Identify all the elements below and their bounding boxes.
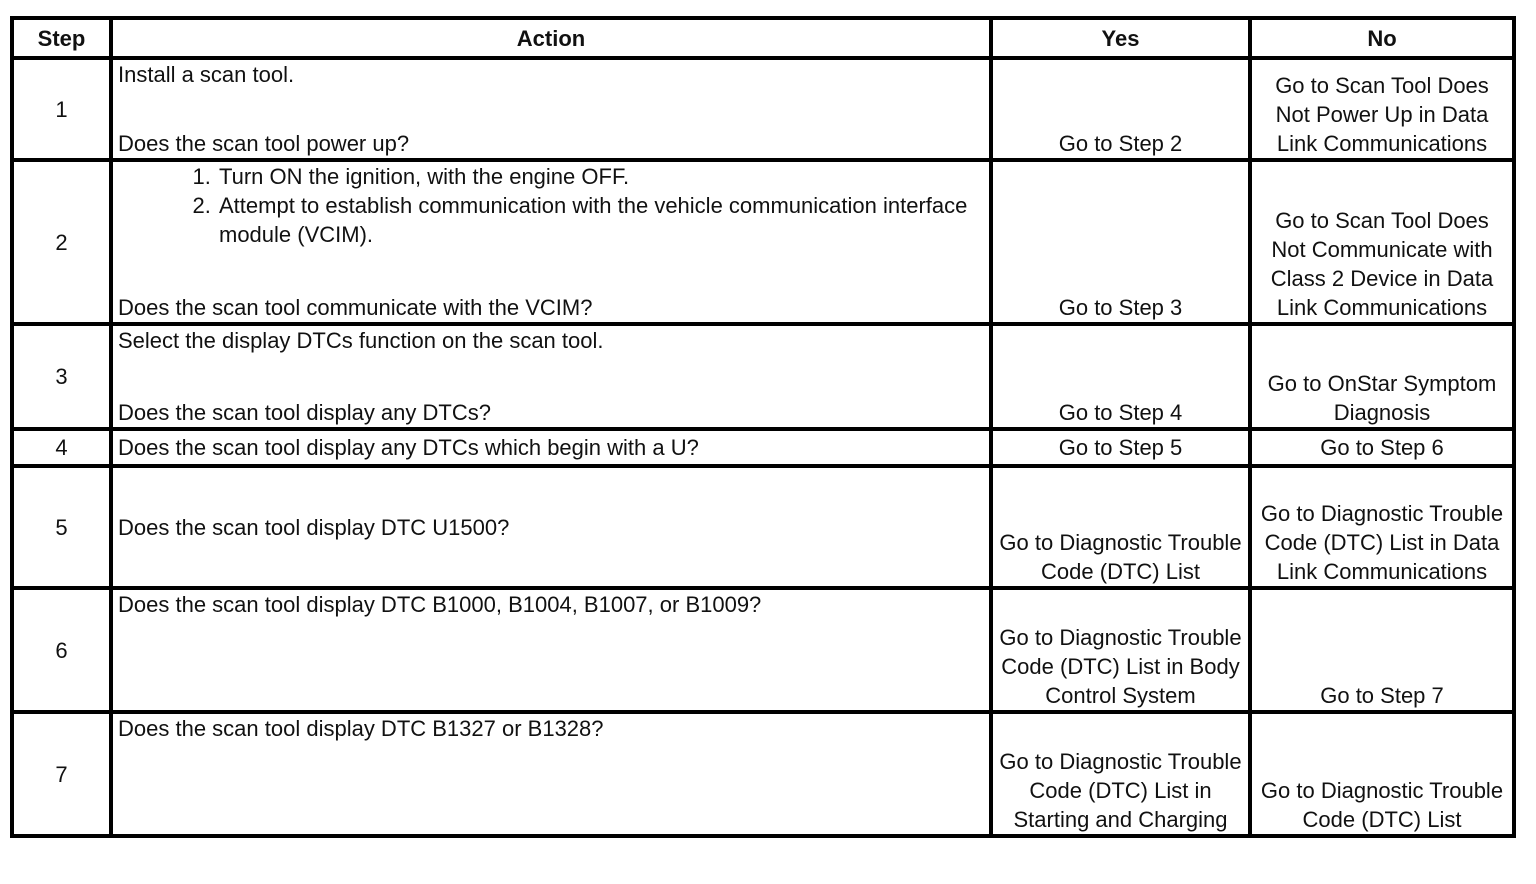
- action-question: Does the scan tool display DTC B1000, B1004, B1007, or B1009?: [111, 588, 991, 712]
- action-cell: [111, 160, 991, 324]
- action-question: Does the scan tool power up?: [118, 131, 410, 156]
- table-row: [12, 160, 1514, 324]
- action-question: Does the scan tool display any DTCs which begin with a U?: [111, 429, 991, 466]
- table-row: [12, 712, 1514, 836]
- header-step: Step: [12, 18, 111, 58]
- step-number: 5: [12, 466, 111, 588]
- table-row: [12, 58, 1514, 160]
- yes-cell: Go to Diagnostic Trouble Code (DTC) List in Starting and Charging: [991, 712, 1250, 836]
- table-row: [12, 588, 1514, 712]
- no-cell: Go to Scan Tool Does Not Communicate with Class 2 Device in Data Link Communications: [1250, 160, 1514, 324]
- step-number: 6: [12, 588, 111, 712]
- step-number: 7: [12, 712, 111, 836]
- yes-cell: Go to Step 5: [991, 429, 1250, 466]
- action-question: Does the scan tool display DTC U1500?: [111, 466, 991, 588]
- action-cell: [111, 324, 991, 429]
- step-number: 2: [12, 160, 111, 324]
- yes-cell: Go to Step 4: [991, 324, 1250, 429]
- header-action: Action: [111, 18, 991, 58]
- yes-cell: Go to Step 2: [991, 58, 1250, 160]
- action-question: Does the scan tool communicate with the VCIM?: [118, 295, 593, 320]
- no-cell: Go to OnStar Symptom Diagnosis: [1250, 324, 1514, 429]
- action-question: Does the scan tool display DTC B1327 or B1328?: [111, 712, 991, 836]
- no-cell: Go to Diagnostic Trouble Code (DTC) List in Data Link Communications: [1250, 466, 1514, 588]
- substep-item: 2. Attempt to establish communication with the vehicle communication interface module (VCIM).: [217, 191, 984, 249]
- header-row: [12, 18, 1514, 58]
- action-question: Does the scan tool display any DTCs?: [118, 400, 491, 425]
- yes-cell: Go to Diagnostic Trouble Code (DTC) List: [991, 466, 1250, 588]
- no-cell: Go to Step 7: [1250, 588, 1514, 712]
- table-row: [12, 466, 1514, 588]
- no-cell: Go to Scan Tool Does Not Power Up in Data Link Communications: [1250, 58, 1514, 160]
- yes-cell: Go to Diagnostic Trouble Code (DTC) List in Body Control System: [991, 588, 1250, 712]
- header-no: No: [1250, 18, 1514, 58]
- action-cell: [111, 58, 991, 160]
- no-cell: Go to Step 6: [1250, 429, 1514, 466]
- step-number: 1: [12, 58, 111, 160]
- yes-cell: Go to Step 3: [991, 160, 1250, 324]
- action-instruction: Install a scan tool.: [118, 62, 295, 87]
- step-number: 4: [12, 429, 111, 466]
- no-cell: Go to Diagnostic Trouble Code (DTC) List: [1250, 712, 1514, 836]
- table-row: [12, 324, 1514, 429]
- substep-item: 1. Turn ON the ignition, with the engine OFF.: [217, 162, 984, 191]
- substep-list: [118, 162, 984, 249]
- step-number: 3: [12, 324, 111, 429]
- action-instruction: Select the display DTCs function on the scan tool.: [118, 328, 604, 353]
- table-row: [12, 429, 1514, 466]
- diagnostic-table: [10, 16, 1516, 838]
- header-yes: Yes: [991, 18, 1250, 58]
